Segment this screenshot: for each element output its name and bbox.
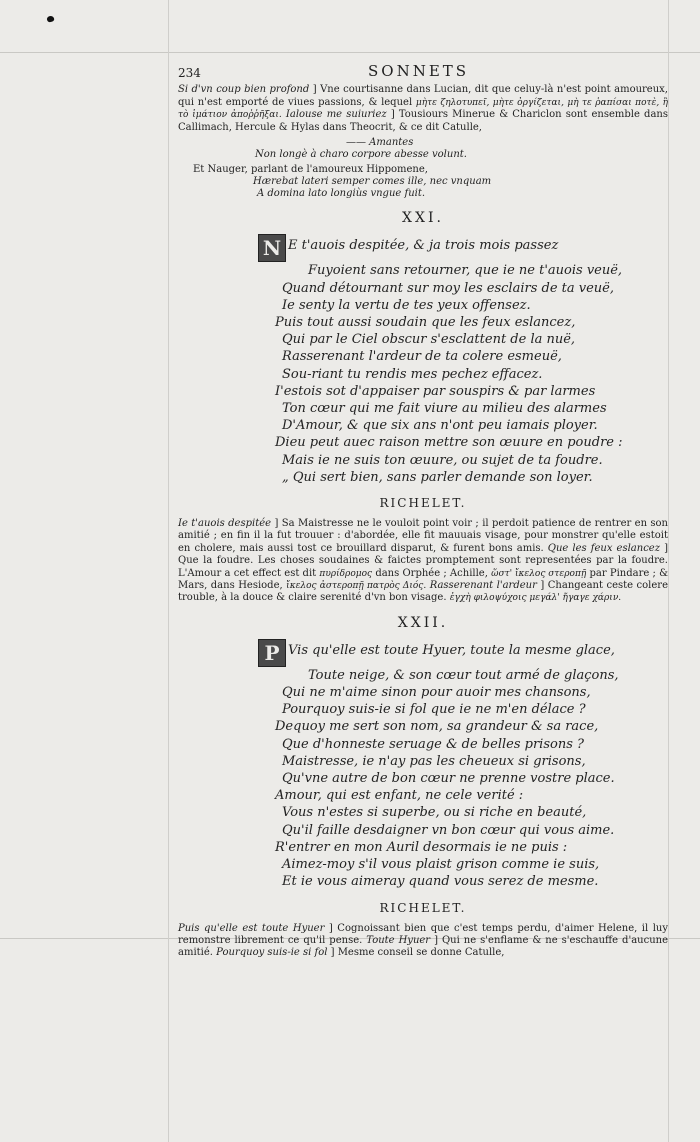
fold-line-left	[168, 0, 169, 1142]
verse-line: Toute neige, & son cœur tout armé de glaçons,	[308, 667, 619, 683]
verse-line: Ton cœur qui me fait viure au milieu des alarmes	[282, 401, 607, 416]
commentary-lemma: Toute Hyuer	[366, 934, 431, 946]
commentary-text: ] Qui ne s'enflame & ne s'eschauffe d'aucune amitié.	[178, 934, 668, 959]
commentary-lemma: Pourquoy suis-ie si fol	[216, 947, 328, 959]
running-head	[178, 62, 668, 84]
verse-line: Qui ne m'aime sinon pour auoir mes chansons,	[282, 685, 591, 701]
intro-lemma-2: Ialouse me suiuriez	[285, 109, 387, 121]
verse-line: Qui par le Ciel obscur s'esclattent de la nuë,	[282, 332, 576, 348]
verse-line: Sou-riant tu rendis mes pechez effacez.	[282, 366, 543, 382]
intro-note	[178, 84, 668, 134]
verse-line: Quand détournant sur moy les esclairs de ta veuë,	[282, 280, 615, 296]
verse-line: Puis tout aussi soudain que les feux eslancez,	[275, 314, 576, 330]
sonnet-22	[178, 639, 668, 891]
commentary-lemma: Que les feux eslancez	[547, 542, 660, 554]
intro-lemma: Si d'vn coup bien profond	[178, 84, 310, 95]
verse-line: I'estois sot d'appaiser par souspirs & par larmes	[275, 383, 596, 399]
sonnet-21-title: XXI.	[402, 210, 444, 227]
verse-line: Vous n'estes si superbe, ou si riche en beauté,	[282, 805, 587, 821]
intro-text-1: ] Vne courtisanne dans Lucian, dit que celuy-là n'est point amoureux, qui n'est emporté de viues passions, & lequel	[178, 84, 668, 108]
commentary-text: ] Que la foudre. Les choses soudaines & faictes promptement sont representées par la foudre. L'Amour a cet effect est dit	[178, 542, 668, 579]
verse-line: Et ie vous aimeray quand vous serez de mesme.	[282, 874, 599, 890]
verse-line: Pourquoy suis-ie si fol que ie ne m'en délace ?	[282, 702, 586, 718]
verse-line: Rasserenant l'ardeur de ta colere esmeuë,	[282, 349, 562, 365]
drop-cap: N	[258, 234, 286, 262]
commentary-greek: ὥστ' ἴκελος στεροπῇ	[491, 568, 587, 579]
quote-line: A domina lato longiùs vngue fuit.	[257, 188, 426, 200]
verse-line: Dequoy me sert son nom, sa grandeur & sa race,	[275, 719, 599, 735]
verse-line: N E t'auois despitée, & ja trois mois passez	[178, 234, 668, 262]
quote-line: —— Amantes	[346, 137, 414, 149]
commentary-greek: πυρίδρομος	[319, 568, 373, 579]
fold-line-right	[668, 0, 669, 1142]
commentary-greek: ἐγχὴ φιλοψύχοις μεγάλ' ἤγαγε χάριν.	[449, 593, 622, 604]
verse-line: „ Qui sert bien, sans parler demande son loyer.	[282, 469, 593, 485]
ink-speck	[46, 15, 55, 23]
fold-line-top	[0, 52, 700, 53]
nauger-intro: Et Nauger, parlant de l'amoureux Hippomene,	[193, 164, 428, 176]
commentary-greek: ἴκελος ἀστεροπῇ πατρὸς Διός.	[286, 581, 427, 592]
commentary-lemma: Ie t'auois despitée	[178, 518, 272, 530]
verse-line: Aimez-moy s'il vous plaist grison comme ie suis,	[282, 857, 600, 873]
drop-cap: P	[258, 639, 286, 667]
intro-greek-1: μὴτε ζηλοτυπεῖ, μὴτε ὀργίζεται, μὴ τε ῥαπίσαι ποτὲ, ἢ τὸ ἱμάτιον ἀποῤῥῆξαι.	[178, 97, 668, 121]
quote-line: Non longè à charo corpore abesse volunt.	[255, 149, 467, 161]
commentary-text: ] Mesme conseil se donne Catulle,	[330, 947, 505, 959]
richelet-commentary-1	[178, 518, 668, 605]
commentary-text: ] Cognoissant bien que c'est temps perdu, d'aimer Helene, il luy remonstre librement ce qu'il pense.	[178, 922, 669, 946]
page-content	[178, 62, 668, 960]
verse-line: Amour, qui est enfant, ne cele verité :	[275, 788, 524, 804]
verse-line: Ie senty la vertu de tes yeux offensez.	[282, 297, 531, 313]
quote-line: Hærebat lateri semper comes ille, nec vnquam	[253, 176, 492, 188]
commentary-text: ] Changeant ceste colere trouble, à la douce & claire serenité d'vn bon visage.	[178, 580, 668, 604]
verse-line: Qu'vne autre de bon cœur ne prenne vostre place.	[282, 771, 615, 787]
commentary-text: ] Sa Maistresse ne le vouloit point voir ; il perdoit patience de rentrer en son amitié ; en fin il la fut trouuer : d'abordée, elle fit mauuais visage, pour monstrer qu'elle estoit en cholere, mais aussi tost ce brouillard disparut, & furent bons amis.	[178, 518, 668, 554]
intro-text-2: ] Tousiours Minerue & Chariclon sont ensemble dans Callimach, Hercule & Hylas dans Theocrit, & ce dit Catulle,	[178, 109, 668, 133]
page-number: 234	[178, 66, 201, 80]
sonnet-21	[178, 234, 668, 486]
commentary-text: dans Orphée ; Achille,	[375, 567, 488, 579]
richelet-heading-2: RICHELET.	[379, 900, 467, 915]
verse-line: Fuyoient sans retourner, que ie ne t'auois veuë,	[308, 263, 623, 279]
richelet-commentary-2	[178, 923, 668, 960]
sonnet-22-title: XXII.	[397, 614, 449, 631]
nauger-block	[178, 164, 668, 200]
verse-line: Qu'il faille desdaigner vn bon cœur qui vous aime.	[282, 822, 615, 838]
verse-line: P Vis qu'elle est toute Hyuer, toute la mesme glace,	[178, 639, 668, 667]
verse-line: Maistresse, ie n'ay pas les cheueux si grisons,	[282, 753, 586, 769]
richelet-heading-1: RICHELET.	[379, 496, 467, 511]
commentary-lemma: Puis qu'elle est toute Hyuer	[178, 922, 325, 934]
running-title: SONNETS	[368, 62, 470, 80]
catullus-quote	[178, 137, 668, 161]
commentary-lemma: Rasserenant l'ardeur	[429, 580, 537, 592]
commentary-text: par Pindare ; & Mars, dans Hesiode,	[178, 567, 669, 592]
verse-line: Mais ie ne suis ton œuure, ou sujet de ta foudre.	[282, 452, 603, 468]
verse-line: D'Amour, & que six ans n'ont peu iamais ployer.	[282, 418, 598, 434]
verse-line: R'entrer en mon Auril desormais ie ne puis :	[275, 839, 568, 855]
verse-line: Dieu peut auec raison mettre son œuure en poudre :	[275, 435, 623, 451]
verse-line: Que d'honneste seruage & de belles prisons ?	[282, 736, 584, 752]
